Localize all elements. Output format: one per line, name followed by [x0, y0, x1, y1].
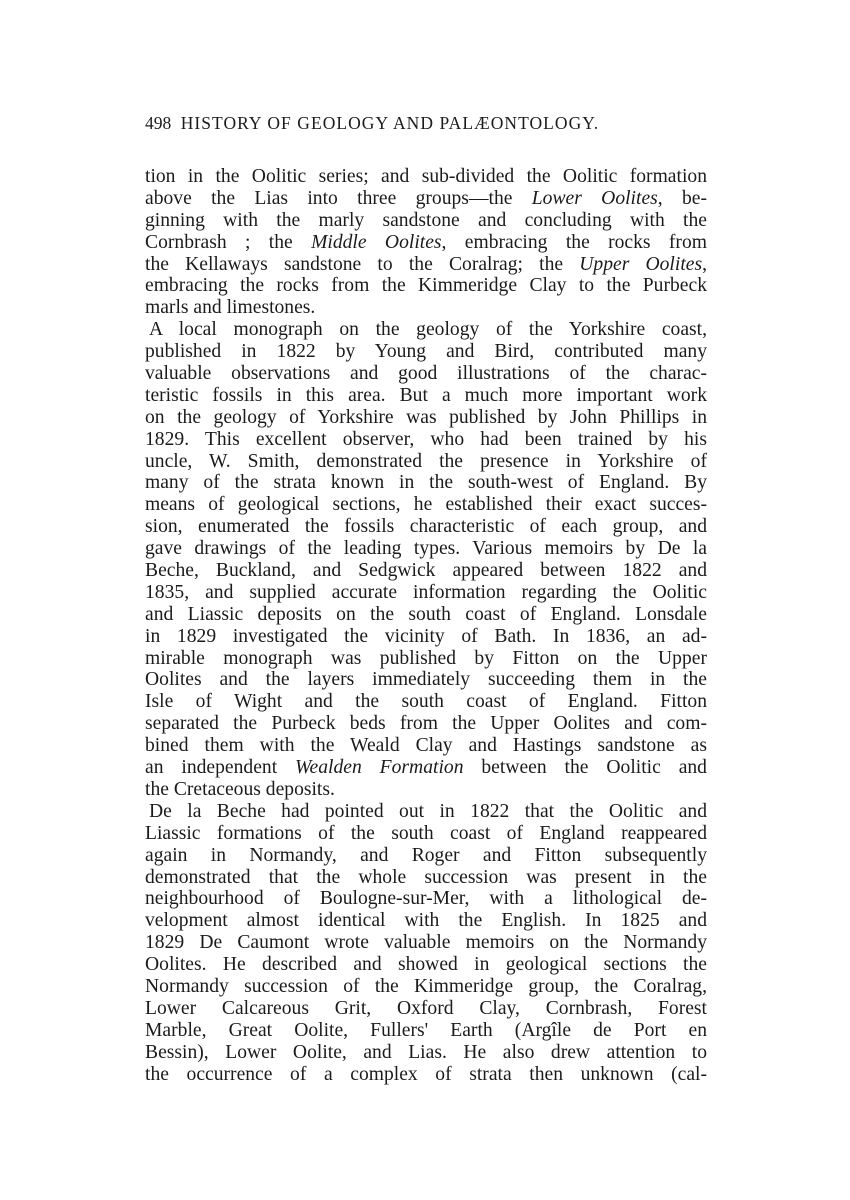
text-run: Liassic formations of the south coast of England reappeared — [145, 822, 707, 844]
text-run: Cornbrash ; the — [145, 231, 312, 253]
text-run: Oolites. He described and showed in geological sections the — [145, 954, 707, 976]
text-run: Marble, Great Oolite, Fullers' Earth (Argîle de Port en — [145, 1019, 707, 1041]
text-line — [145, 648, 707, 670]
running-title: HISTORY OF GEOLOGY AND PALÆONTOLOGY. — [180, 113, 600, 133]
text-line — [145, 1064, 707, 1086]
italic-term: Wealden Formation — [295, 757, 464, 779]
text-line — [145, 254, 707, 276]
text-line — [145, 845, 707, 867]
text-line — [145, 538, 707, 560]
text-run: Oolites and the layers immediately succeeding them in the — [145, 669, 707, 691]
text-run: an independent — [145, 757, 296, 779]
text-line — [145, 910, 707, 932]
italic-term: Middle Oolites — [311, 231, 442, 253]
text-run: De la Beche had pointed out in 1822 that the Oolitic and — [149, 800, 707, 822]
text-line — [145, 188, 707, 210]
text-line — [145, 867, 707, 889]
text-run: neighbourhood of Boulogne-sur-Mer, with a lithological de- — [145, 888, 707, 910]
text-run: sion, enumerated the fossils characteristic of each group, and — [145, 516, 707, 538]
italic-term: Upper Oolites — [579, 253, 703, 275]
text-run: velopment almost identical with the English. In 1825 and — [145, 910, 707, 932]
text-run: the Cretaceous deposits. — [145, 778, 335, 800]
text-line — [145, 954, 707, 976]
text-run: embracing the rocks from the Kimmeridge Clay to the Purbeck — [145, 275, 707, 297]
text-run: in 1829 investigated the vicinity of Bath. In 1836, an ad- — [145, 625, 707, 647]
text-line — [145, 494, 707, 516]
text-line — [145, 319, 707, 341]
text-run: on the geology of Yorkshire was published by John Phillips in — [145, 406, 707, 428]
text-run: Beche, Buckland, and Sedgwick appeared between 1822 and — [145, 560, 707, 582]
text-line — [145, 779, 707, 801]
text-line — [145, 341, 707, 363]
text-line — [145, 363, 707, 385]
text-run: uncle, W. Smith, demonstrated the presence in Yorkshire of — [145, 450, 707, 472]
text-run: published in 1822 by Young and Bird, contributed many — [145, 341, 707, 363]
text-line — [145, 297, 707, 319]
text-line — [145, 166, 707, 188]
text-run: bined them with the Weald Clay and Hastings sandstone as — [145, 735, 707, 757]
text-run: separated the Purbeck beds from the Upper Oolites and com- — [145, 713, 707, 735]
text-line — [145, 1042, 707, 1064]
text-line — [145, 823, 707, 845]
text-line — [145, 210, 707, 232]
text-run: Normandy succession of the Kimmeridge group, the Coralrag, — [145, 975, 707, 997]
text-line — [145, 1020, 707, 1042]
text-run: Lower Calcareous Grit, Oxford Clay, Cornbrash, Forest — [145, 997, 707, 1019]
text-line — [145, 451, 707, 473]
text-run: valuable observations and good illustrations of the charac- — [145, 363, 707, 385]
italic-term: Lower Oolites — [531, 187, 658, 209]
text-run: mirable monograph was published by Fitton on the Upper — [145, 647, 707, 669]
text-run: again in Normandy, and Roger and Fitton subsequently — [145, 844, 707, 866]
text-run: 1835, and supplied accurate information regarding the Oolitic — [145, 581, 707, 603]
page-number: 498 — [145, 113, 172, 133]
text-run: , — [702, 253, 707, 275]
text-run: between the Oolitic and — [463, 757, 707, 779]
text-line — [145, 669, 707, 691]
text-line — [145, 691, 707, 713]
text-line — [145, 429, 707, 451]
text-line — [145, 604, 707, 626]
text-run: many of the strata known in the south-west of England. By — [145, 472, 707, 494]
text-line — [145, 735, 707, 757]
text-line — [145, 472, 707, 494]
text-run: demonstrated that the whole succession was present in the — [145, 866, 707, 888]
text-run: above the Lias into three groups—the — [145, 187, 532, 209]
text-line — [145, 385, 707, 407]
text-line — [145, 407, 707, 429]
text-line — [145, 976, 707, 998]
text-run: Bessin), Lower Oolite, and Lias. He also drew attention to — [145, 1041, 707, 1063]
text-line — [145, 888, 707, 910]
text-run: 1829 De Caumont wrote valuable memoirs on the Normandy — [145, 932, 707, 954]
text-run: gave drawings of the leading types. Various memoirs by De la — [145, 538, 707, 560]
text-line — [145, 582, 707, 604]
text-run: tion in the Oolitic series; and sub-divided the Oolitic formation — [145, 166, 707, 187]
text-run: the Kellaways sandstone to the Coralrag; the — [145, 253, 580, 275]
text-run: , embracing the rocks from — [441, 231, 707, 253]
text-line — [145, 516, 707, 538]
text-run: marls and limestones. — [145, 297, 316, 319]
text-run: teristic fossils in this area. But a much more important work — [145, 384, 707, 406]
text-line — [145, 275, 707, 297]
text-line — [145, 998, 707, 1020]
text-run: 1829. This excellent observer, who had been trained by his — [145, 428, 707, 450]
text-line — [145, 232, 707, 254]
text-line — [145, 757, 707, 779]
text-run: A local monograph on the geology of the Yorkshire coast, — [149, 319, 707, 341]
body-text — [145, 166, 707, 1085]
text-line — [145, 626, 707, 648]
text-run: Isle of Wight and the south coast of England. Fitton — [145, 691, 707, 713]
text-run: ginning with the marly sandstone and concluding with the — [145, 209, 707, 231]
text-line — [145, 801, 707, 823]
text-line — [145, 932, 707, 954]
book-page — [145, 112, 707, 1085]
text-line — [145, 560, 707, 582]
text-run: the occurrence of a complex of strata then unknown (cal- — [145, 1063, 707, 1085]
text-run: means of geological sections, he established their exact succes- — [145, 494, 707, 516]
text-run: and Liassic deposits on the south coast of England. Lonsdale — [145, 603, 707, 625]
running-head — [145, 112, 707, 134]
text-run: , be- — [657, 187, 707, 209]
text-line — [145, 713, 707, 735]
